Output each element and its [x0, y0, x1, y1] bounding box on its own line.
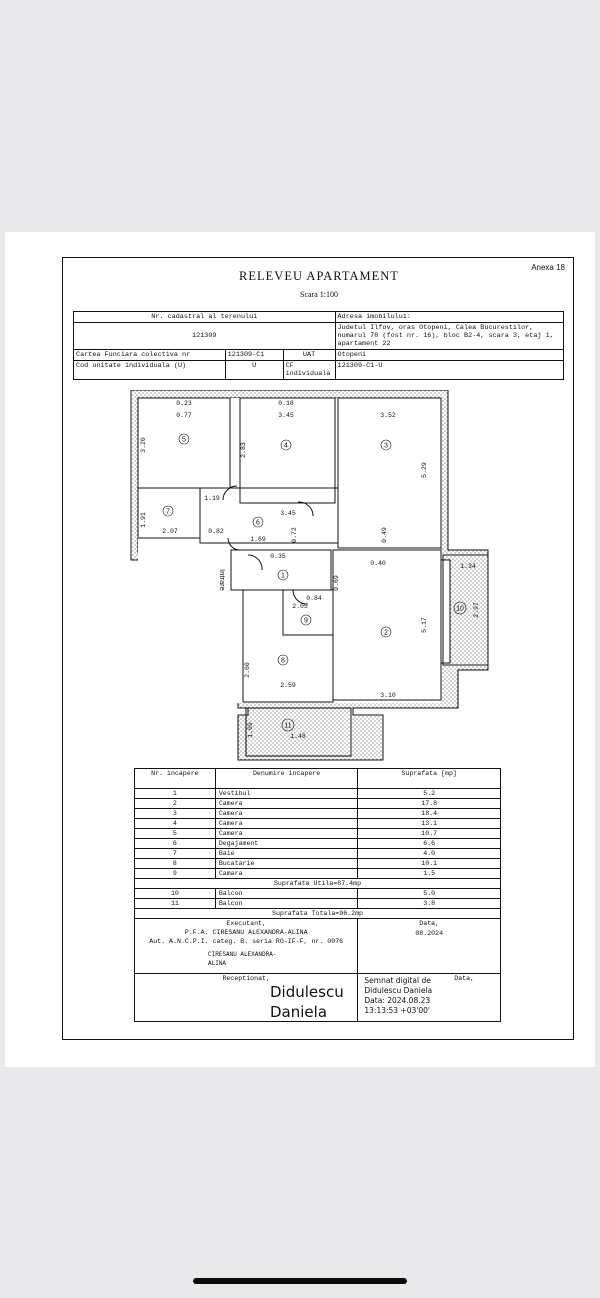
dim-28: 0.49: [381, 527, 388, 543]
table-row: 9 Camara 1.5: [135, 869, 501, 879]
dim-24: 1.09: [247, 722, 254, 738]
dim-8: 1.19: [204, 495, 220, 502]
dim-9: 2.07: [162, 528, 178, 535]
svg-text:10: 10: [456, 605, 464, 613]
svg-text:1: 1: [281, 572, 285, 580]
dim-25: 0.69: [333, 575, 340, 591]
dim-19: 2.97: [473, 602, 480, 618]
digital-signature-name: Didulescu Daniela: [270, 983, 344, 1021]
cf-individual-value: 121309-C1-U: [335, 361, 563, 380]
dim-23: 1.48: [290, 733, 306, 740]
svg-text:5: 5: [182, 436, 186, 444]
executant-line1: P.F.A. CIRESANU ALEXANDRA-ALINA: [184, 929, 308, 936]
col-name-header: Denumire incapere: [215, 769, 358, 789]
dim-26: 0.72: [291, 527, 298, 543]
dim-3: 3.45: [278, 412, 294, 419]
document-page: [5, 232, 595, 1067]
dim-1: 0.77: [176, 412, 192, 419]
cad-label: Nr. cadastral al terenului: [74, 312, 336, 323]
floor-plan: [128, 390, 508, 765]
dim-4: 3.52: [380, 412, 396, 419]
table-row: 1 Vestibul 5.2: [135, 789, 501, 799]
cad-value: 121309: [74, 323, 336, 350]
table-row: 11 Balcon 3.8: [135, 899, 501, 909]
executant-line2: Aut. A.N.C.P.I. categ. B. seria RO-IF-F, nr. 0076: [149, 938, 344, 945]
dim-18: 5.17: [421, 617, 428, 633]
svg-text:6: 6: [256, 519, 260, 527]
table-row: 2 Camera 17.8: [135, 799, 501, 809]
digital-stamp-cell: [358, 974, 501, 1022]
svg-text:2: 2: [384, 629, 388, 637]
header-table: [73, 311, 564, 380]
cf-collective-label: Cartea Funciara colectiva nr: [74, 350, 226, 361]
uat-label: UAT: [283, 350, 335, 361]
svg-text:11: 11: [284, 722, 292, 730]
table-row: 3 Camera 18.4: [135, 809, 501, 819]
dim-13: 0.35: [270, 553, 286, 560]
date-value: 08.2024: [415, 930, 444, 937]
address-value: Judetul Ilfov, oras Otopeni, Calea Bucurestilor, numarul 78 (fost nr. 16), bloc B2-4, scara 3, etaj 1, apartament 22: [335, 323, 563, 350]
entrance-label: Intrare: [218, 569, 227, 591]
table-row: 10 Balcon 5.0: [135, 889, 501, 899]
dim-17: 0.84: [306, 595, 322, 602]
document-frame: [62, 257, 574, 1040]
dim-14: 0.40: [370, 560, 386, 567]
table-row: 4 Camera 13.1: [135, 819, 501, 829]
date-label: Data,: [419, 920, 440, 927]
table-row: 5 Camera 10.7: [135, 829, 501, 839]
table-row: 8 Bucatarie 10.1: [135, 859, 501, 869]
dim-15: 1.34: [460, 563, 476, 570]
col-area-header: Suprafata [mp]: [358, 769, 501, 789]
home-indicator[interactable]: [193, 1278, 407, 1284]
date-label-2: Data,: [454, 975, 475, 982]
dim-20: 2.60: [244, 662, 251, 678]
receptionat-label: Receptionat,: [222, 975, 270, 982]
dim-0: 0.23: [176, 400, 192, 407]
dim-12: 1.69: [250, 536, 266, 543]
receptionat-cell: [135, 974, 358, 1022]
date-cell: [358, 919, 501, 974]
unit-code-value: U: [225, 361, 283, 380]
unit-code-label: Cod unitate individuala (U): [74, 361, 226, 380]
dim-16: 2.05: [292, 603, 308, 610]
address-label: Adresa imobilului:: [335, 312, 563, 323]
grand-total: Suprafata Totala=96.2mp: [135, 909, 501, 919]
col-nr-header: Nr. incapere: [135, 769, 216, 789]
dim-11: 3.45: [280, 510, 296, 517]
svg-text:4: 4: [284, 442, 288, 450]
rooms-table: [134, 768, 501, 1022]
svg-text:3: 3: [384, 442, 388, 450]
dim-22: 3.10: [380, 692, 396, 699]
cf-collective-value: 121309-C1: [225, 350, 283, 361]
annex-label: Anexa 18: [531, 263, 565, 272]
util-total: Suprafata Utila=87.4mp: [135, 879, 501, 889]
document-title: RELEVEU APARTAMENT: [239, 269, 399, 283]
signer-name: CIRESANU ALEXANDRA-ALINA: [208, 951, 277, 967]
svg-text:8: 8: [281, 657, 285, 665]
table-row: 6 Degajament 6.6: [135, 839, 501, 849]
dim-5: 3.20: [140, 437, 147, 453]
cf-individual-label: CF individuala: [283, 361, 335, 380]
scale-label: Scara 1:100: [300, 290, 338, 299]
dim-21: 2.59: [280, 682, 296, 689]
dim-2: 0.18: [278, 400, 294, 407]
executant-cell: [135, 919, 358, 974]
dim-6: 2.83: [240, 442, 247, 458]
svg-text:9: 9: [304, 617, 308, 625]
uat-value: Otopeni: [335, 350, 563, 361]
dim-27: 1.91: [140, 512, 147, 528]
executant-label: Executant,: [226, 920, 266, 927]
table-row: 7 Baie 4.0: [135, 849, 501, 859]
digital-stamp: Semnat digital de Didulescu Daniela Data: 2024.08.23 13:13:53 +03'00': [364, 976, 433, 1015]
dim-7: 5.29: [421, 462, 428, 478]
dim-10: 0.82: [208, 528, 224, 535]
svg-text:7: 7: [166, 508, 170, 516]
